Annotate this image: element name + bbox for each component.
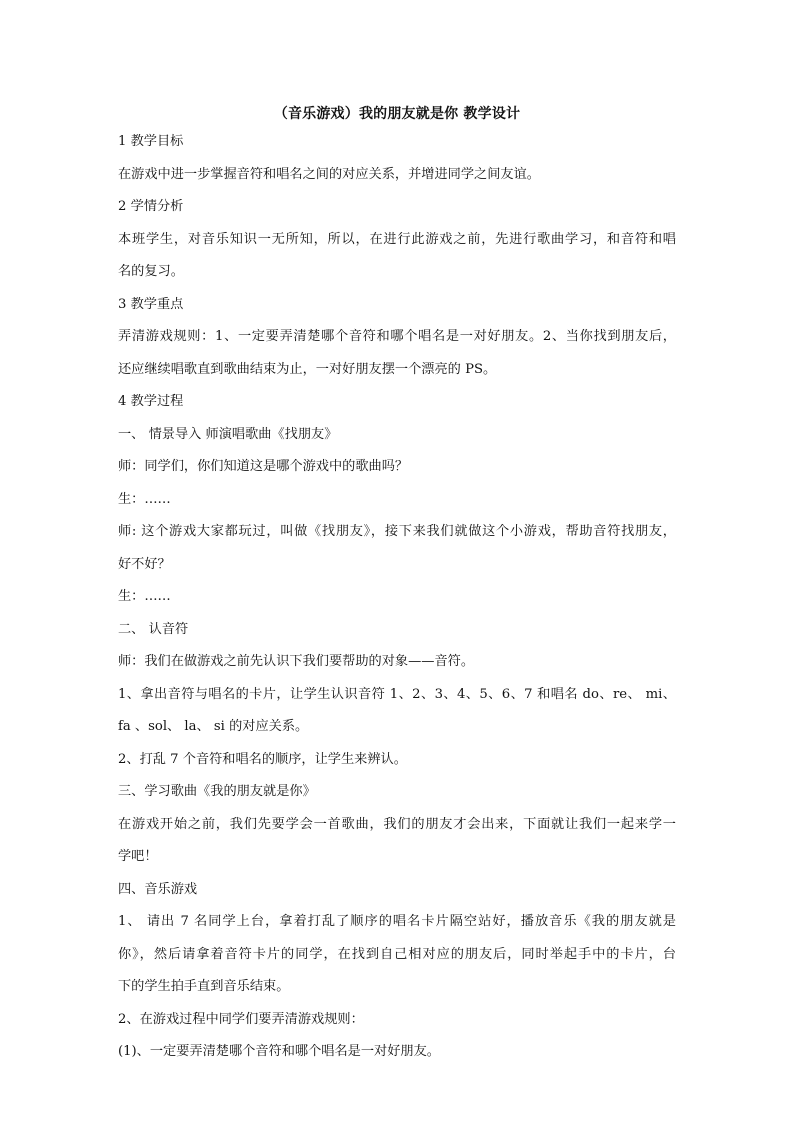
subsection-heading: 三、学习歌曲《我的朋友就是你》 [118, 784, 316, 799]
paragraph-line: 好不好？ [118, 556, 171, 572]
paragraph-line: 师：同学们，你们知道这是哪个游戏中的歌曲吗？ [118, 459, 409, 474]
paragraph-line: 在游戏开始之前，我们先要学会一首歌曲，我们的朋友才会出来，下面就让我们一起来学一 [118, 816, 676, 832]
section-heading-process: 4 教学过程 [118, 394, 184, 409]
paragraph-line: 名的复习。 [118, 264, 184, 279]
paragraph-line: 1、 请出 7 名同学上台，拿着打乱了顺序的唱名卡片隔空站好，播放音乐《我的朋友就是 [118, 914, 676, 929]
subsection-heading: 二、 认音符 [118, 621, 189, 637]
paragraph-line: 2、打乱 7 个音符和唱名的顺序，让学生来辨认。 [118, 751, 407, 767]
paragraph-line: 还应继续唱歌直到歌曲结束为止，一对好朋友摆一个漂亮的 PS。 [118, 361, 497, 377]
document-title: （音乐游戏）我的朋友就是你 教学设计 [273, 106, 521, 122]
paragraph-line: 师：我们在做游戏之前先认识下我们要帮助的对象——音符。 [118, 654, 475, 669]
paragraph-line: 1、拿出音符与唱名的卡片，让学生认识音符 1、2、3、4、5、6、7 和唱名 do、re、 mi、 [118, 686, 676, 702]
paragraph-line: 2、在游戏过程中同学们要弄清游戏规则： [118, 1011, 364, 1027]
paragraph-line: fa 、sol、 la、 si 的对应关系。 [118, 719, 309, 734]
paragraph-line: 弄清游戏规则：1、一定要弄清楚哪个音符和哪个唱名是一对好朋友。2、当你找到朋友后， [118, 329, 676, 344]
subsection-heading: 一、 情景导入 师演唱歌曲《找朋友》 [118, 426, 338, 442]
section-heading-key-points: 3 教学重点 [118, 296, 184, 312]
paragraph-line: 学吧！ [118, 849, 158, 864]
section-heading-objectives: 1 教学目标 [118, 134, 184, 149]
paragraph-line: 下的学生拍手直到音乐结束。 [118, 979, 290, 994]
paragraph-line: 生：…… [118, 491, 171, 507]
paragraph-line: (1)、一定要弄清楚哪个音符和哪个唱名是一对好朋友。 [118, 1044, 440, 1059]
paragraph-line: 在游戏中进一步掌握音符和唱名之间的对应关系，并增进同学之间友谊。 [118, 166, 540, 182]
paragraph-line: 师: 这个游戏大家都玩过，叫做《找朋友》，接下来我们就做这个小游戏，帮助音符找朋友， [118, 524, 676, 539]
paragraph-line: 你》，然后请拿着音符卡片的同学，在找到自己相对应的朋友后，同时举起手中的卡片，台 [118, 946, 676, 962]
document-body [118, 126, 676, 1069]
paragraph-line: 本班学生，对音乐知识一无所知，所以，在进行此游戏之前，先进行歌曲学习，和音符和唱 [118, 231, 676, 247]
section-heading-student-analysis: 2 学情分析 [118, 199, 184, 214]
paragraph-line: 生：…… [118, 589, 171, 604]
subsection-heading: 四、音乐游戏 [118, 881, 198, 897]
